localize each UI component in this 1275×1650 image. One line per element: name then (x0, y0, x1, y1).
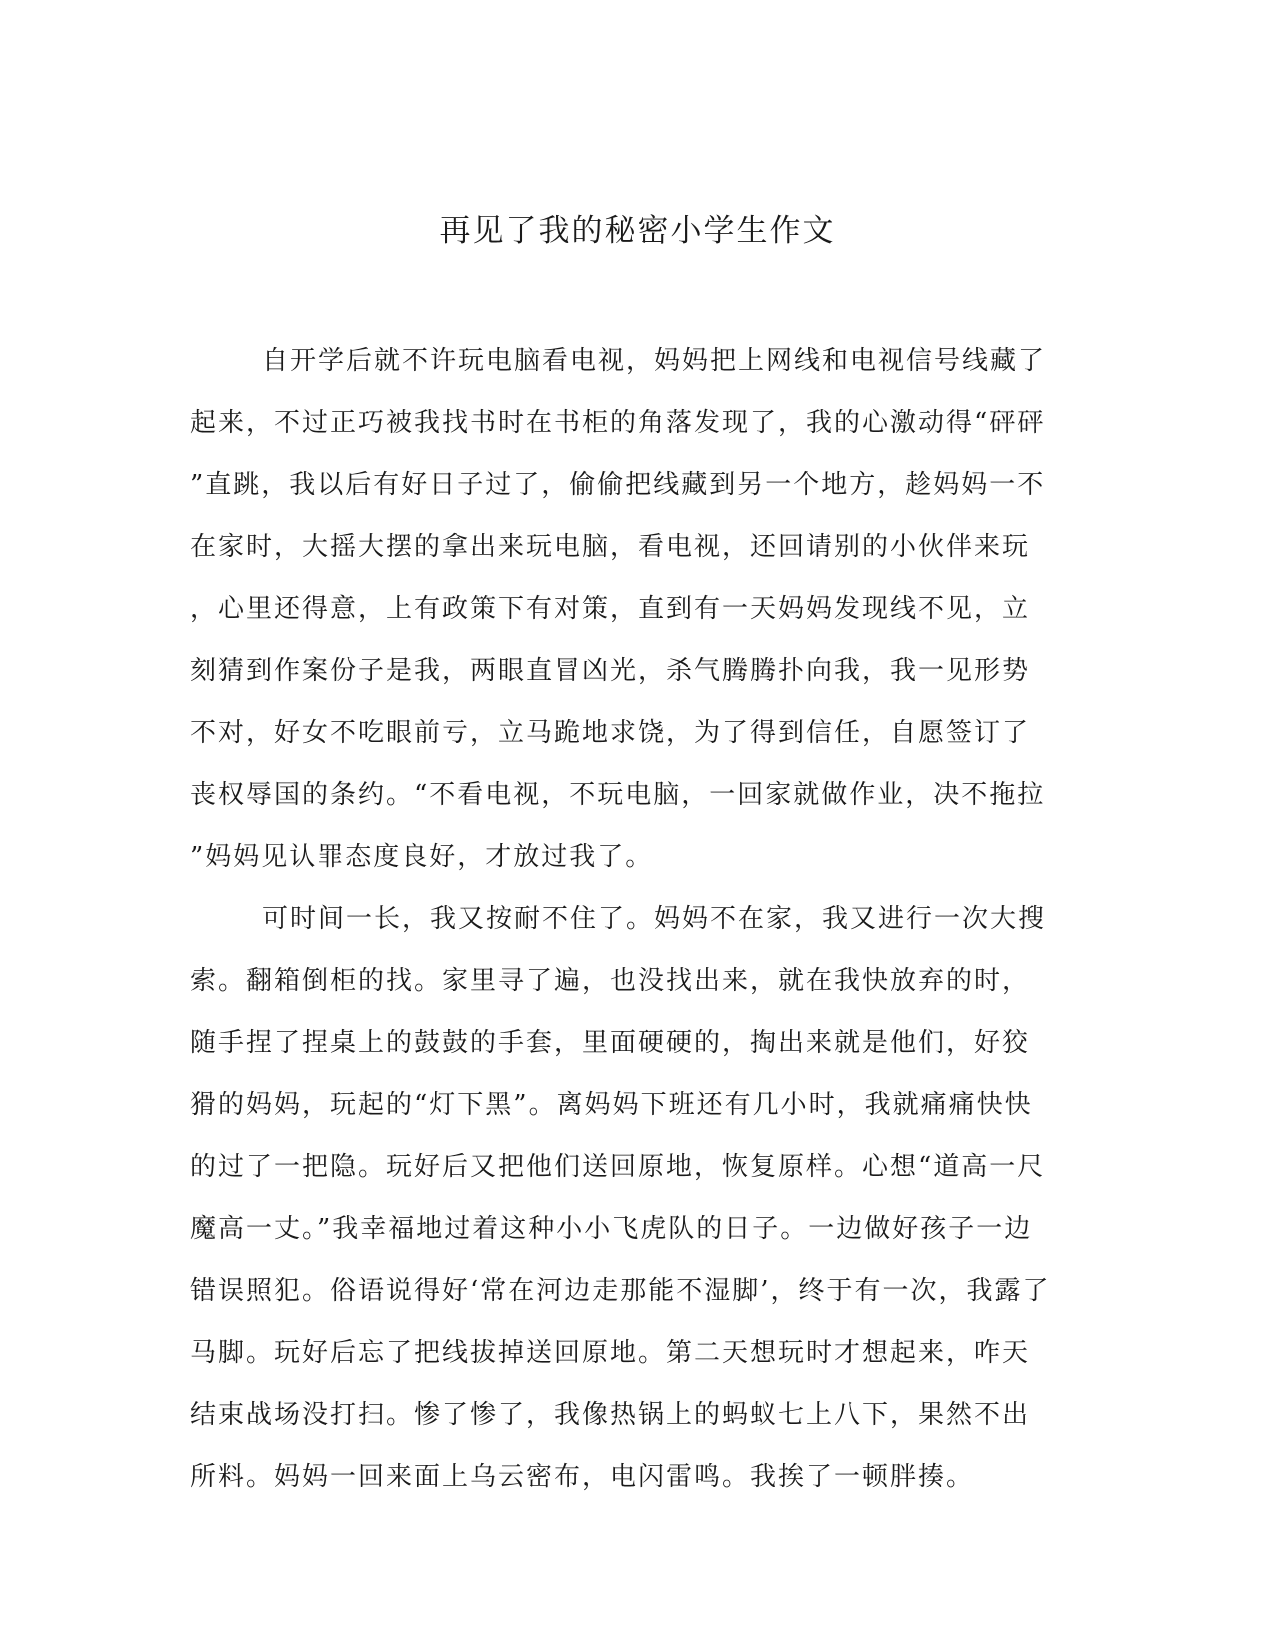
paragraph-1-line-3: ”直跳，我以后有好日子过了，偷偷把线藏到另一个地方，趁妈妈一不 (190, 470, 1046, 500)
paragraph-2-line-4: 猾的妈妈，玩起的“灯下黑”。离妈妈下班还有几小时，我就痛痛快快 (190, 1090, 1033, 1120)
paragraph-1-line-4: 在家时，大摇大摆的拿出来玩电脑，看电视，还回请别的小伙伴来玩 (190, 532, 1031, 562)
paragraph-2-line-9: 结束战场没打扫。惨了惨了，我像热锅上的蚂蚁七上八下，果然不出 (190, 1400, 1031, 1430)
paragraph-2-line-1: 可时间一长，我又按耐不住了。妈妈不在家，我又进行一次大搜 (262, 904, 1047, 934)
paragraph-2-line-2: 索。翻箱倒柜的找。家里寻了遍，也没找出来，就在我快放弃的时， (190, 966, 1031, 996)
paragraph-1-line-7: 不对，好女不吃眼前亏，立马跪地求饶，为了得到信任，自愿签订了 (190, 718, 1031, 748)
paragraph-1-line-2: 起来，不过正巧被我找书时在书柜的角落发现了，我的心激动得“砰砰 (190, 408, 1046, 438)
paragraph-1-line-8: 丧权辱国的条约。“不看电视，不玩电脑，一回家就做作业，决不拖拉 (190, 780, 1046, 810)
paragraph-1-line-9: ”妈妈见认罪态度良好，才放过我了。 (190, 842, 654, 872)
paragraph-2-line-5: 的过了一把隐。玩好后又把他们送回原地，恢复原样。心想“道高一尺 (190, 1152, 1046, 1182)
paragraph-2-line-6: 魔高一丈。”我幸福地过着这种小小飞虎队的日子。一边做好孩子一边 (190, 1214, 1033, 1244)
paragraph-1-line-1: 自开学后就不许玩电脑看电视，妈妈把上网线和电视信号线藏了 (262, 346, 1047, 376)
paragraph-2-line-8: 马脚。玩好后忘了把线拔掉送回原地。第二天想玩时才想起来，咋天 (190, 1338, 1031, 1368)
paragraph-1-line-6: 刻猜到作案份子是我，两眼直冒凶光，杀气腾腾扑向我，我一见形势 (190, 656, 1031, 686)
paragraph-1-line-5: ，心里还得意，上有政策下有对策，直到有一天妈妈发现线不见，立 (190, 594, 1031, 624)
paragraph-2-line-3: 随手捏了捏桌上的鼓鼓的手套，里面硬硬的，掏出来就是他们，好狡 (190, 1028, 1031, 1058)
document-title: 再见了我的秘密小学生作文 (439, 213, 836, 249)
document-body (190, 330, 1080, 1508)
paragraph-2-line-10: 所料。妈妈一回来面上乌云密布，电闪雷鸣。我挨了一顿胖揍。 (190, 1462, 975, 1492)
paragraph-2-line-7: 错误照犯。俗语说得好‘常在河边走那能不湿脚’，终于有一次，我露了 (190, 1276, 1051, 1306)
